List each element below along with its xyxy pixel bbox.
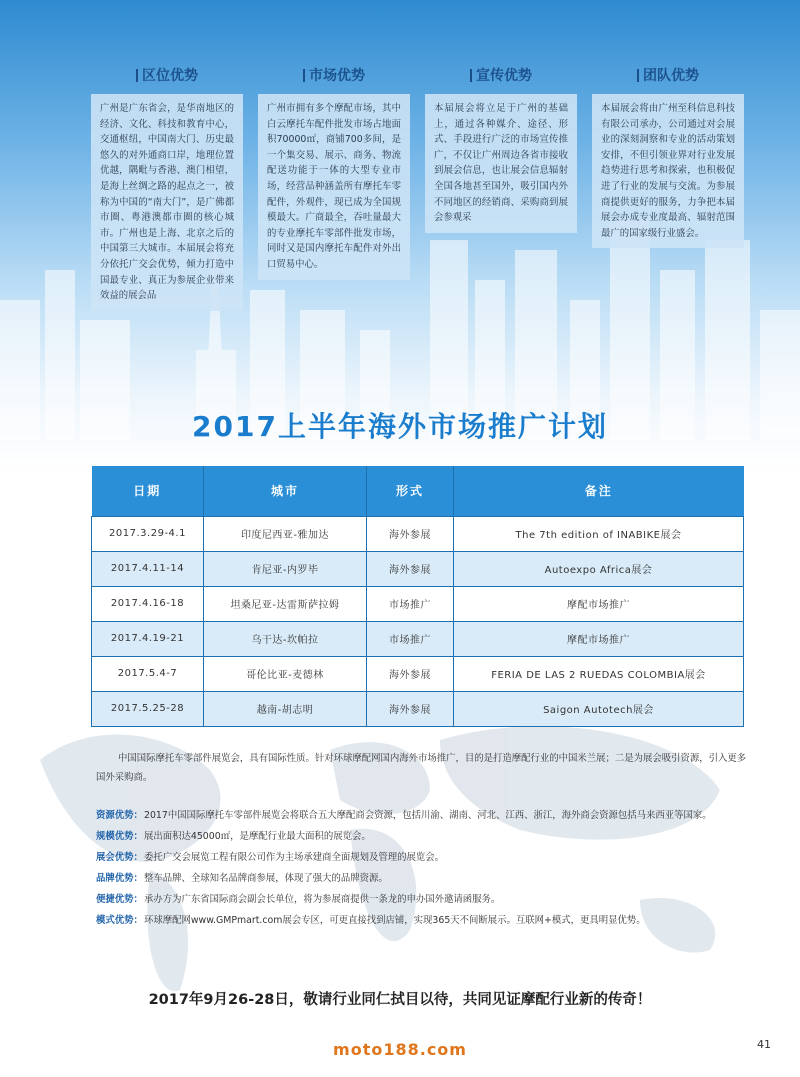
advantages-list [96, 806, 756, 932]
title-bar-icon [637, 69, 639, 82]
cell-city: 乌干达-坎帕拉 [204, 621, 367, 656]
list-item [96, 806, 756, 826]
column-body: 广州市拥有多个摩配市场，其中白云摩托车配件批发市场占地面积70000㎡，商铺700多间，是一个集交易、展示、商务、物流配送功能于一体的大型专业市场，经营品种涵盖所有摩托车零配件，外观件，现已成为全国规模最大。广商最全，吞吐量最大的专业摩托车零部件批发市场，同时又是国内摩托车配件对外出口贸易中心。 [258, 94, 410, 280]
cell-form: 海外参展 [367, 691, 454, 726]
column-title [91, 64, 243, 86]
cell-form: 海外参展 [367, 516, 454, 551]
advantage-text: 2017中国国际摩托车零部件展览会将联合五大摩配商会资源，包括川渝、湖南、河北、江西、浙江，海外商会资源包括马来西亚等国家。 [144, 810, 712, 821]
advantage-label: 规模优势： [96, 831, 143, 842]
cell-date: 2017.4.16-18 [92, 586, 204, 621]
cell-date: 2017.3.29-4.1 [92, 516, 204, 551]
cell-remark: Autoexpo Africa展会 [454, 551, 744, 586]
column-location [91, 64, 243, 311]
table-row [92, 586, 744, 621]
column-market [258, 64, 410, 280]
cell-date: 2017.4.11-14 [92, 551, 204, 586]
table-row [92, 691, 744, 726]
cell-city: 印度尼西亚-雅加达 [204, 516, 367, 551]
advantage-label: 模式优势： [96, 915, 143, 926]
list-item [96, 869, 756, 889]
table-row [92, 516, 744, 551]
header-remark: 备注 [454, 466, 744, 516]
advantage-label: 展会优势： [96, 852, 143, 863]
cell-date: 2017.5.25-28 [92, 691, 204, 726]
column-title-text: 市场优势 [309, 68, 365, 84]
list-item [96, 827, 756, 847]
advantage-text: 环球摩配网www.GMPmart.com展会专区，可更直接找到店铺，实现365天不间断展示。互联网+模式，更具明显优势。 [144, 915, 646, 926]
cell-remark: Saigon Autotech展会 [454, 691, 744, 726]
advantage-text: 委托广交会展览工程有限公司作为主场承建商全面规划及管理的展览会。 [144, 852, 445, 863]
column-body: 本届展会将由广州至科信息科技有限公司承办，公司通过对会展业的深刻洞察和专业的活动策划安排，不但引领业界对行业发展趋势进行思考和探索，也积极促进了行业的发展与交流。为参展商提供更好的服务，力争把本届展会办成专业度最高、辐射范围最广的国家级行业盛会。 [592, 94, 744, 248]
header-form: 形式 [367, 466, 454, 516]
title-bar-icon [303, 69, 305, 82]
page-headline: 2017上半年海外市场推广计划 [192, 410, 608, 443]
cell-date: 2017.5.4-7 [92, 656, 204, 691]
promotion-plan-table [91, 466, 744, 727]
cell-remark: 摩配市场推广 [454, 621, 744, 656]
column-title [425, 64, 577, 86]
cell-city: 坦桑尼亚-达雷斯萨拉姆 [204, 586, 367, 621]
advantage-label: 便捷优势： [96, 894, 143, 905]
column-title-text: 区位优势 [142, 68, 198, 84]
header-city: 城市 [204, 466, 367, 516]
cell-form: 海外参展 [367, 551, 454, 586]
table-row [92, 551, 744, 586]
list-item [96, 848, 756, 868]
column-publicity [425, 64, 577, 233]
cell-date: 2017.4.19-21 [92, 621, 204, 656]
column-body: 本届展会将立足于广州的基础上，通过各种媒介、途径、形式、手段进行广泛的市场宣传推广，不仅让广州周边各省市接收到展会信息，也让展会信息辐射全国各地甚至国外，吸引国内外不同地区的经销商、采购商到展会参观采 [425, 94, 577, 233]
column-team [592, 64, 744, 248]
cell-city: 肯尼亚-内罗毕 [204, 551, 367, 586]
advantage-label: 资源优势： [96, 810, 143, 821]
site-watermark[interactable]: moto188.com [333, 1040, 467, 1059]
table-row [92, 656, 744, 691]
column-title-text: 宣传优势 [476, 68, 532, 84]
advantage-text: 承办方为广东省国际商会副会长单位，将为参展商提供一条龙的申办国外邀请函服务。 [144, 894, 501, 905]
column-title-text: 团队优势 [643, 68, 699, 84]
advantage-label: 品牌优势： [96, 873, 143, 884]
list-item [96, 890, 756, 910]
column-title [258, 64, 410, 86]
table-row [92, 621, 744, 656]
list-item [96, 911, 756, 931]
column-title [592, 64, 744, 86]
page-number: 41 [757, 1038, 771, 1051]
title-bar-icon [470, 69, 472, 82]
event-slogan: 2017年9月26-28日，敬请行业同仁拭目以待，共同见证摩配行业新的传奇！ [148, 992, 652, 1008]
cell-form: 市场推广 [367, 621, 454, 656]
advantage-text: 展出面积达45000㎡，是摩配行业最大面积的展览会。 [144, 831, 371, 842]
cell-city: 哥伦比亚-麦德林 [204, 656, 367, 691]
table-header-row [92, 466, 744, 516]
cell-city: 越南-胡志明 [204, 691, 367, 726]
cell-remark: FERIA DE LAS 2 RUEDAS COLOMBIA展会 [454, 656, 744, 691]
cell-form: 海外参展 [367, 656, 454, 691]
title-bar-icon [136, 69, 138, 82]
advantage-text: 整车品牌、全球知名品牌商参展，体现了强大的品牌资源。 [144, 873, 388, 884]
column-body: 广州是广东省会，是华南地区的经济、文化、科技和教育中心，交通枢纽，中国南大门、历史最悠久的对外通商口岸，地理位置优越，隅毗与香港、澳门相望，是海上丝绸之路的起点之一，被称为中国的“南大门”，是广佛都市圈、粤港澳都市圈的核心城市。广州也是上海、北京之后的中国第三大城市。本届展会将充分依托广交会优势，倾力打造中国最专业、真正为参展企业带来效益的展会品 [91, 94, 243, 311]
cell-remark: 摩配市场推广 [454, 586, 744, 621]
intro-paragraph: 中国国际摩托车零部件展览会，具有国际性质。针对环球摩配网国内海外市场推广，目的是打造摩配行业的中国米兰展；二是为展会吸引资源，引入更多国外采购商。 [96, 753, 747, 783]
cell-form: 市场推广 [367, 586, 454, 621]
header-date: 日期 [92, 466, 204, 516]
cell-remark: The 7th edition of INABIKE展会 [454, 516, 744, 551]
